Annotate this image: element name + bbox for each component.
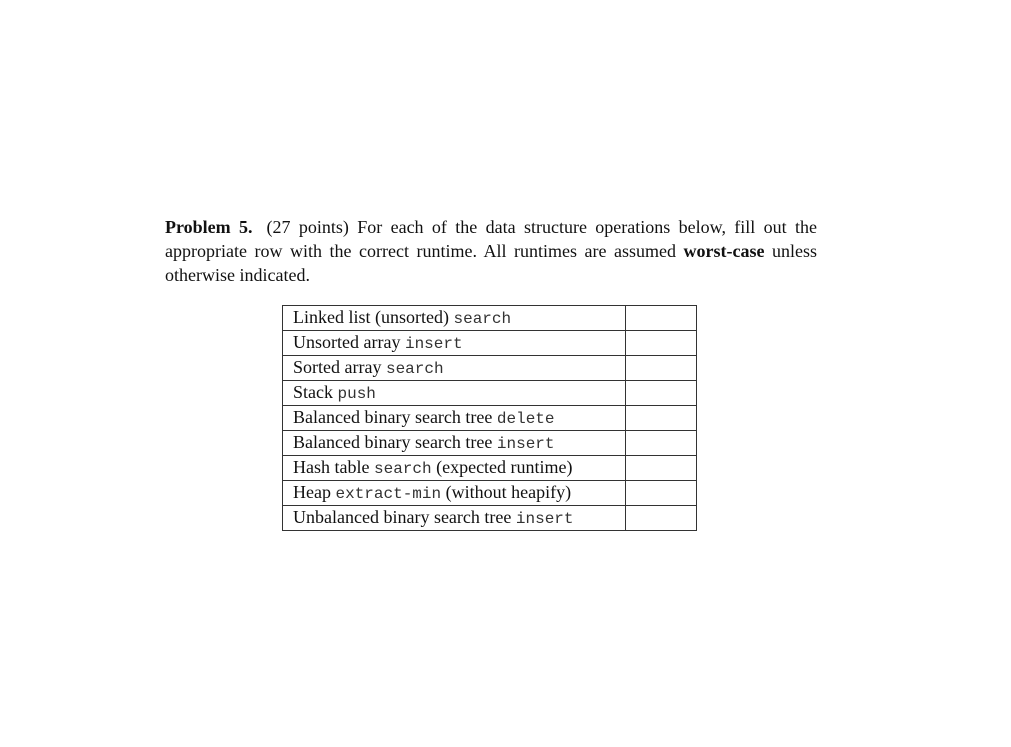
operation-text: Sorted array [293,357,386,377]
operation-cell [283,356,626,381]
operation-text: Balanced binary search tree [293,407,497,427]
operation-cell [283,506,626,531]
operation-text: Unsorted array [293,332,405,352]
operation-code: extract-min [335,485,442,503]
table-row [283,356,697,381]
operation-code: delete [496,410,555,428]
runtime-answer-cell[interactable] [626,431,697,456]
runtime-answer-cell[interactable] [626,306,697,331]
operation-cell [283,431,626,456]
operation-code: search [373,460,432,478]
runtime-answer-cell[interactable] [626,406,697,431]
runtime-answer-cell[interactable] [626,506,697,531]
operation-cell [283,331,626,356]
operation-code: search [453,310,512,328]
operation-code: search [385,360,444,378]
table-row [283,306,697,331]
operation-code: insert [404,335,463,353]
table-row [283,481,697,506]
operation-text: Linked list (unsorted) [293,307,454,327]
operation-note: (without heapify) [441,482,572,502]
table-row [283,456,697,481]
runtime-answer-cell[interactable] [626,456,697,481]
table-row [283,381,697,406]
operation-text: Stack [293,382,338,402]
operation-text: Heap [293,482,336,502]
problem-statement [165,215,817,287]
operation-cell [283,456,626,481]
runtime-answer-cell[interactable] [626,331,697,356]
operation-cell [283,381,626,406]
operation-text: Hash table [293,457,374,477]
table-row [283,406,697,431]
runtime-answer-cell[interactable] [626,356,697,381]
problem-text-1: For each of the data structure operations below, fill out the appropriate row with the correct runtime. All runtimes are assumed [165,217,817,261]
operation-cell [283,306,626,331]
operation-code: push [337,385,376,403]
problem-emphasis: worst-case [683,241,765,261]
problem-text-2: unless otherwise indicated. [165,241,817,285]
operation-cell [283,406,626,431]
operation-cell [283,481,626,506]
operation-text: Unbalanced binary search tree [293,507,516,527]
problem-points: (27 points) [266,217,349,237]
operation-code: insert [496,435,555,453]
table-row [283,506,697,531]
runtime-table [282,305,697,531]
problem-label: Problem 5. [165,217,253,237]
operation-note: (expected runtime) [431,457,573,477]
runtime-answer-cell[interactable] [626,481,697,506]
operation-text: Balanced binary search tree [293,432,497,452]
table-row [283,431,697,456]
runtime-answer-cell[interactable] [626,381,697,406]
table-row [283,331,697,356]
operation-code: insert [515,510,574,528]
